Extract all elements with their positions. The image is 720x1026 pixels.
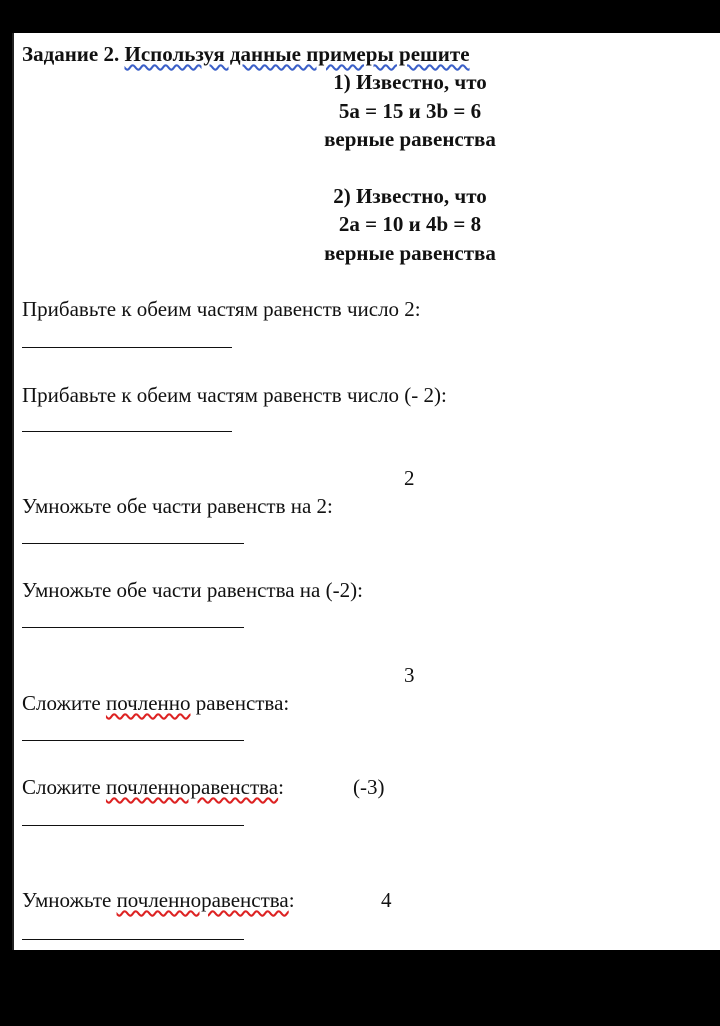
task7-number: 4 xyxy=(381,888,392,912)
example1-line1: 1) Известно, что xyxy=(333,70,487,94)
task-multiply-termwise xyxy=(22,888,295,913)
task6-pre: Сложите xyxy=(22,775,106,799)
task6-post: : xyxy=(278,775,284,799)
task7-pre: Умножьте xyxy=(22,888,117,912)
example1-line3: верные равенства xyxy=(324,127,496,151)
answer-line-7[interactable] xyxy=(22,939,244,940)
task-add-termwise-post: равенства: xyxy=(190,691,290,715)
task-multiply-2: Умножьте обе части равенств на 2: xyxy=(22,494,333,518)
task-add-termwise-pre: Сложите xyxy=(22,691,106,715)
task6-number: (-3) xyxy=(353,775,385,799)
answer-line-5[interactable] xyxy=(22,740,244,741)
task-heading-underlined: Используя данные примеры решите xyxy=(124,42,470,66)
task-heading-prefix: Задание 2. xyxy=(22,42,125,66)
task7-post: : xyxy=(288,888,295,912)
task-add-termwise xyxy=(22,691,289,716)
task-add-termwise-wavy: почленно xyxy=(105,691,191,715)
task-add-2: Прибавьте к обеим частям равенств число 2: xyxy=(22,297,421,321)
worksheet-page xyxy=(12,33,720,950)
page-left-border xyxy=(12,33,14,950)
marker-3: 3 xyxy=(404,663,415,687)
example2-equation: 2a = 10 и 4b = 8 xyxy=(338,212,482,236)
task6-wavy: почленноравенства xyxy=(105,775,279,799)
example2-line1: 2) Известно, что xyxy=(333,184,487,208)
task7-wavy: почленноравенства xyxy=(116,888,289,912)
task-multiply-minus-2: Умножьте обе части равенства на (-2): xyxy=(22,578,363,602)
answer-line-1[interactable] xyxy=(22,347,232,348)
task-add-termwise-minus-3 xyxy=(22,775,284,800)
marker-2: 2 xyxy=(404,466,415,490)
example1-equation: 5a = 15 и 3b = 6 xyxy=(338,99,482,123)
task-add-minus-2: Прибавьте к обеим частям равенств число (- 2): xyxy=(22,383,447,407)
example2-line3: верные равенства xyxy=(324,241,496,265)
answer-line-3[interactable] xyxy=(22,543,244,544)
task-heading xyxy=(22,42,470,67)
answer-line-4[interactable] xyxy=(22,627,244,628)
answer-line-6[interactable] xyxy=(22,825,244,826)
answer-line-2[interactable] xyxy=(22,431,232,432)
